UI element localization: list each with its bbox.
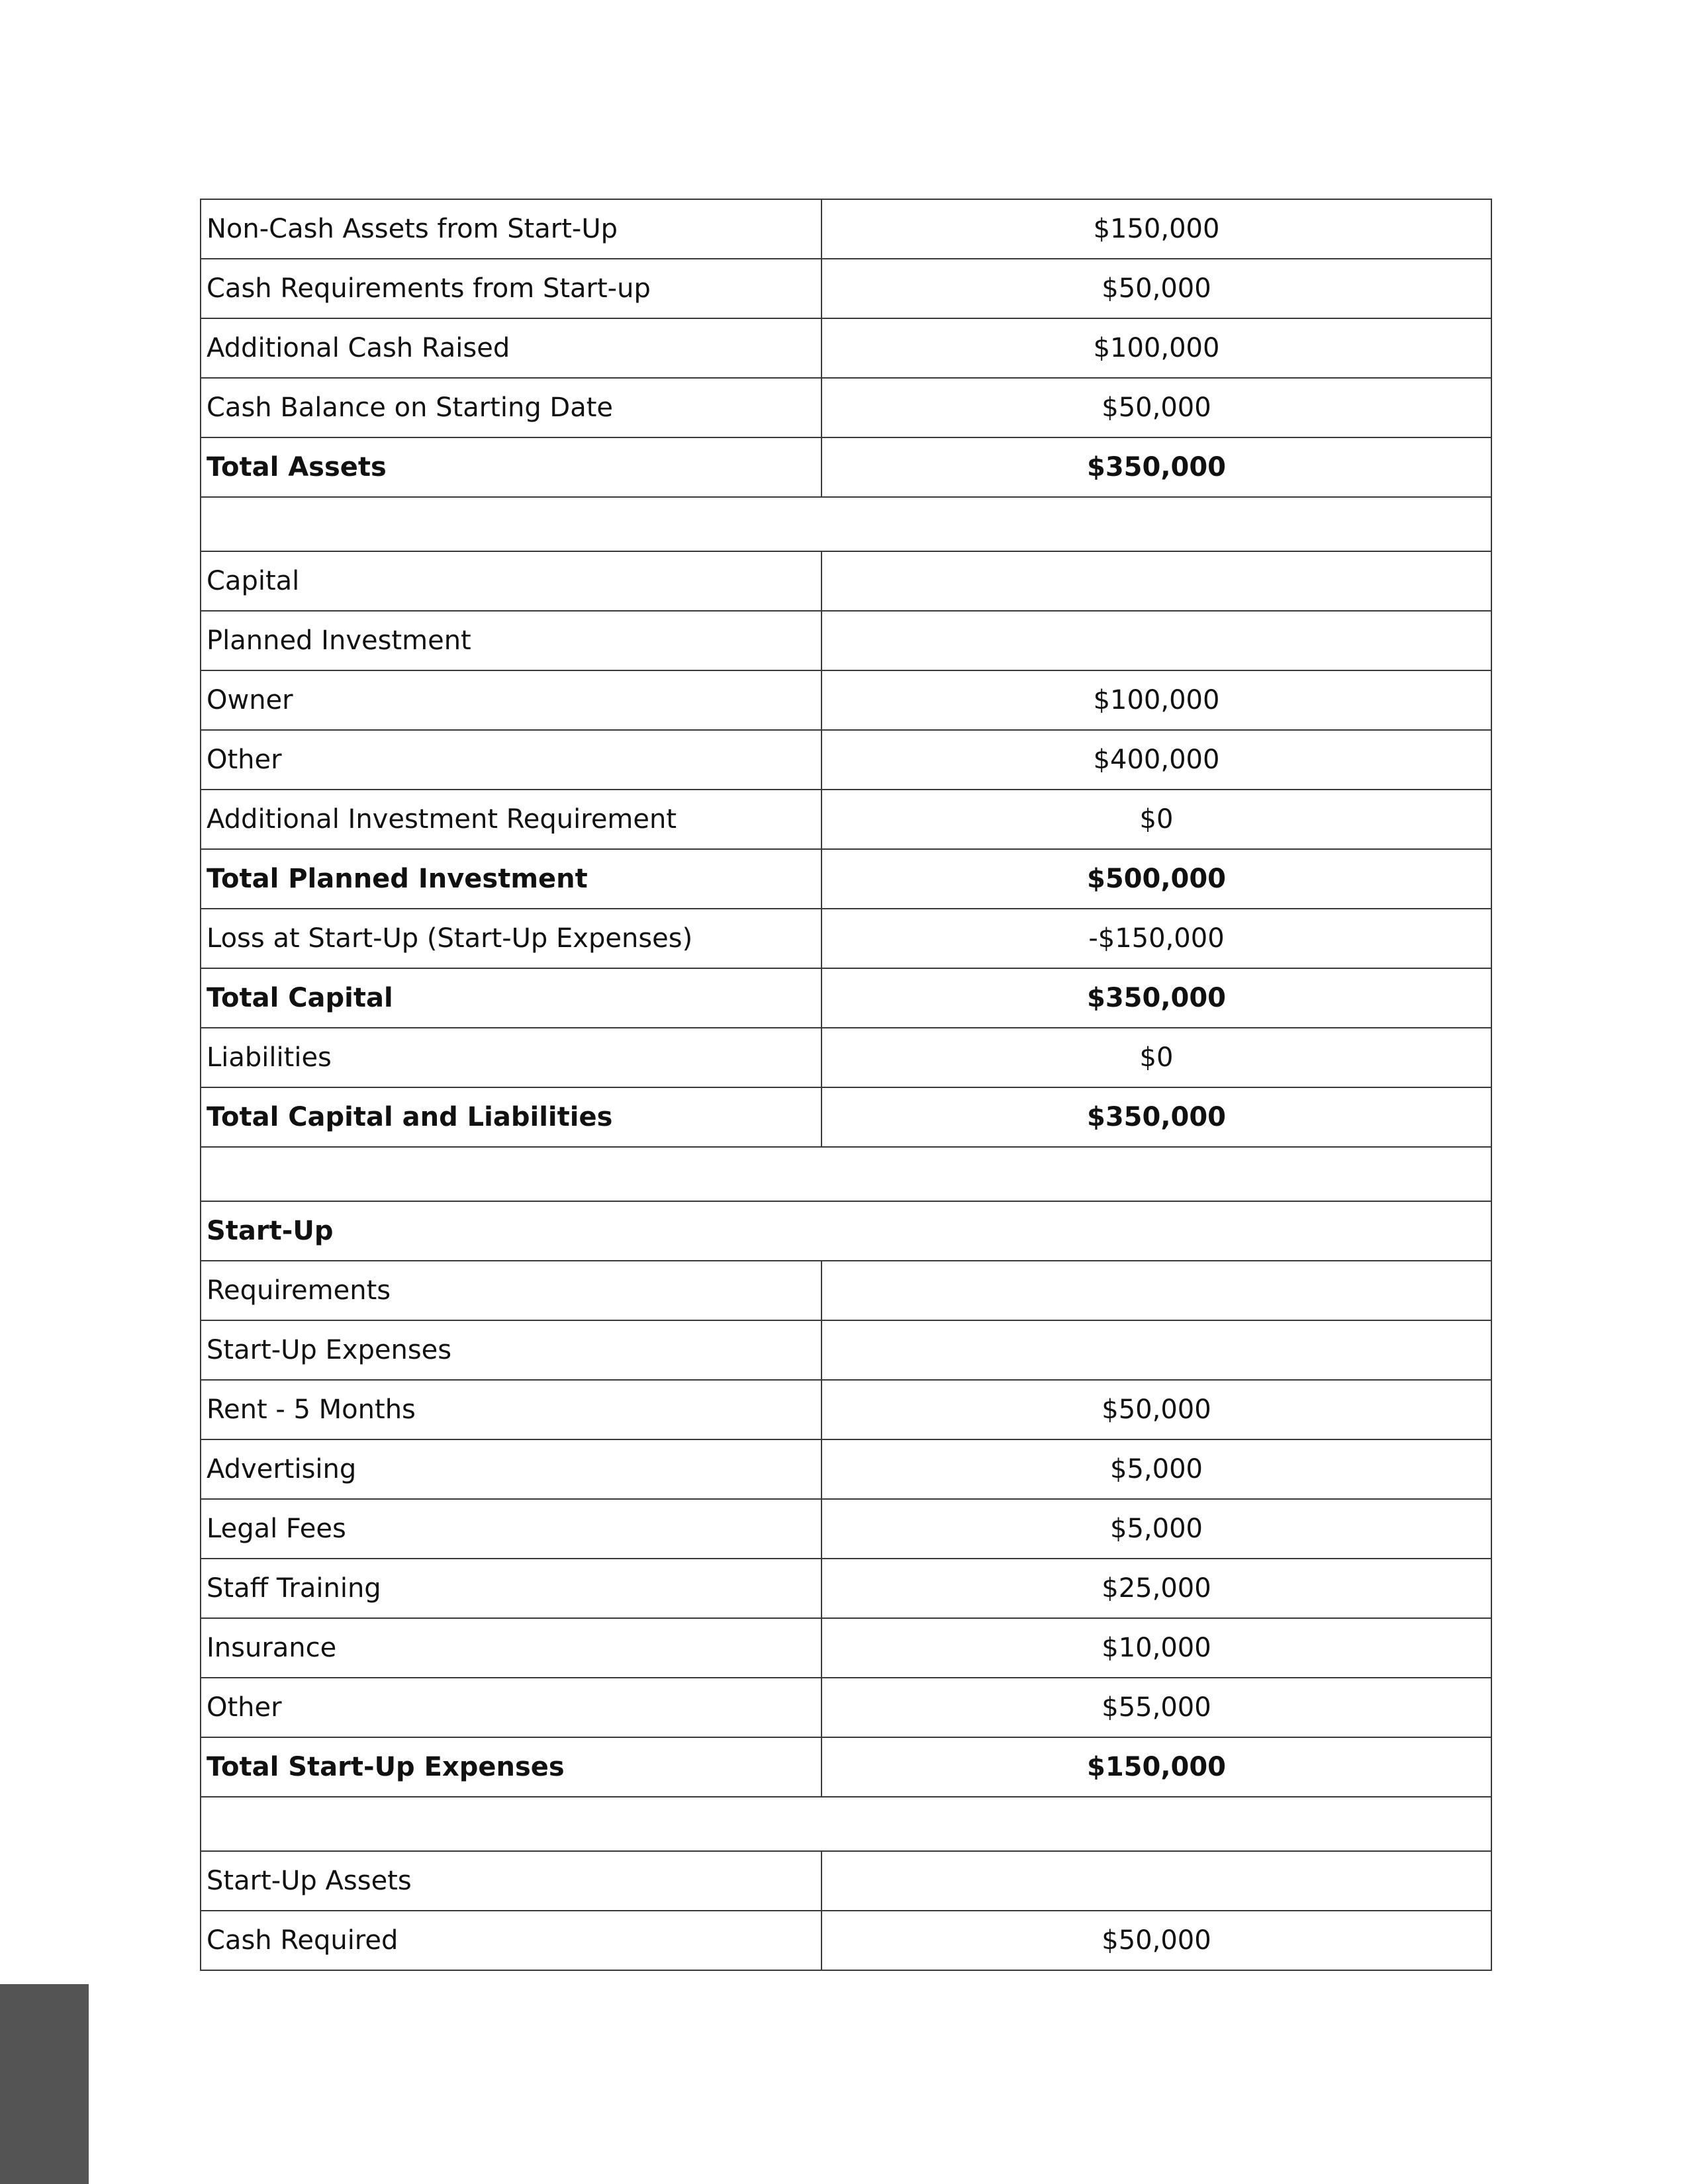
row-value: $500,000 — [821, 849, 1491, 909]
row-value — [821, 551, 1491, 611]
table-row-total-capital-and-liabilities — [201, 1087, 1491, 1147]
row-value: $350,000 — [821, 1087, 1491, 1147]
table-row-cash-requirements-from-start-up — [201, 259, 1491, 318]
table-row-planned-investment — [201, 611, 1491, 670]
spacer-cell — [201, 497, 1491, 551]
financial-table — [200, 199, 1492, 1971]
row-value: $10,000 — [821, 1618, 1491, 1678]
page-edge-bar — [0, 1984, 89, 2184]
section-heading: Start-Up — [201, 1201, 1491, 1261]
row-label: Other — [201, 730, 821, 790]
row-value: $150,000 — [821, 1737, 1491, 1797]
row-value — [821, 1320, 1491, 1380]
row-label: Total Planned Investment — [201, 849, 821, 909]
row-label: Start-Up Assets — [201, 1851, 821, 1911]
row-value: $5,000 — [821, 1439, 1491, 1499]
row-value — [821, 1851, 1491, 1911]
table-row-other — [201, 1678, 1491, 1737]
row-label: Advertising — [201, 1439, 821, 1499]
row-label: Cash Required — [201, 1911, 821, 1970]
row-label: Cash Balance on Starting Date — [201, 378, 821, 437]
spacer-row — [201, 1797, 1491, 1851]
row-value — [821, 1261, 1491, 1320]
table-row-additional-investment-requirement — [201, 790, 1491, 849]
table-row-capital — [201, 551, 1491, 611]
table-row-staff-training — [201, 1559, 1491, 1618]
row-value: $50,000 — [821, 1380, 1491, 1439]
row-label: Start-Up Expenses — [201, 1320, 821, 1380]
table-row-rent-5-months — [201, 1380, 1491, 1439]
table-row-insurance — [201, 1618, 1491, 1678]
row-label: Insurance — [201, 1618, 821, 1678]
row-value: $400,000 — [821, 730, 1491, 790]
row-value: $350,000 — [821, 968, 1491, 1028]
row-label: Additional Investment Requirement — [201, 790, 821, 849]
row-value: -$150,000 — [821, 909, 1491, 968]
row-value: $150,000 — [821, 199, 1491, 259]
table-row-total-planned-investment — [201, 849, 1491, 909]
row-value: $50,000 — [821, 1911, 1491, 1970]
row-label: Total Start-Up Expenses — [201, 1737, 821, 1797]
section-row-start-up — [201, 1201, 1491, 1261]
table-row-owner — [201, 670, 1491, 730]
table-row-other — [201, 730, 1491, 790]
row-value: $55,000 — [821, 1678, 1491, 1737]
financial-table-body — [201, 199, 1491, 1970]
row-label: Planned Investment — [201, 611, 821, 670]
spacer-row — [201, 1147, 1491, 1201]
table-row-cash-balance-on-starting-date — [201, 378, 1491, 437]
table-row-loss-at-start-up-start-up-expenses — [201, 909, 1491, 968]
row-value: $50,000 — [821, 378, 1491, 437]
table-row-total-assets — [201, 437, 1491, 497]
row-label: Staff Training — [201, 1559, 821, 1618]
row-value: $100,000 — [821, 670, 1491, 730]
row-label: Total Assets — [201, 437, 821, 497]
row-value: $350,000 — [821, 437, 1491, 497]
row-label: Cash Requirements from Start-up — [201, 259, 821, 318]
table-row-legal-fees — [201, 1499, 1491, 1559]
row-value — [821, 611, 1491, 670]
table-row-liabilities — [201, 1028, 1491, 1087]
row-value: $5,000 — [821, 1499, 1491, 1559]
row-label: Capital — [201, 551, 821, 611]
row-label: Liabilities — [201, 1028, 821, 1087]
spacer-row — [201, 497, 1491, 551]
spacer-cell — [201, 1797, 1491, 1851]
table-row-start-up-expenses — [201, 1320, 1491, 1380]
table-row-requirements — [201, 1261, 1491, 1320]
row-label: Requirements — [201, 1261, 821, 1320]
row-value: $50,000 — [821, 259, 1491, 318]
row-value: $100,000 — [821, 318, 1491, 378]
row-value: $0 — [821, 790, 1491, 849]
row-label: Legal Fees — [201, 1499, 821, 1559]
table-row-start-up-assets — [201, 1851, 1491, 1911]
table-row-cash-required — [201, 1911, 1491, 1970]
row-label: Loss at Start-Up (Start-Up Expenses) — [201, 909, 821, 968]
table-row-total-capital — [201, 968, 1491, 1028]
row-value: $25,000 — [821, 1559, 1491, 1618]
row-label: Total Capital — [201, 968, 821, 1028]
table-row-non-cash-assets-from-start-up — [201, 199, 1491, 259]
row-label: Owner — [201, 670, 821, 730]
spacer-cell — [201, 1147, 1491, 1201]
row-value: $0 — [821, 1028, 1491, 1087]
row-label: Additional Cash Raised — [201, 318, 821, 378]
row-label: Rent - 5 Months — [201, 1380, 821, 1439]
table-row-advertising — [201, 1439, 1491, 1499]
table-row-total-start-up-expenses — [201, 1737, 1491, 1797]
table-row-additional-cash-raised — [201, 318, 1491, 378]
row-label: Non-Cash Assets from Start-Up — [201, 199, 821, 259]
row-label: Other — [201, 1678, 821, 1737]
row-label: Total Capital and Liabilities — [201, 1087, 821, 1147]
